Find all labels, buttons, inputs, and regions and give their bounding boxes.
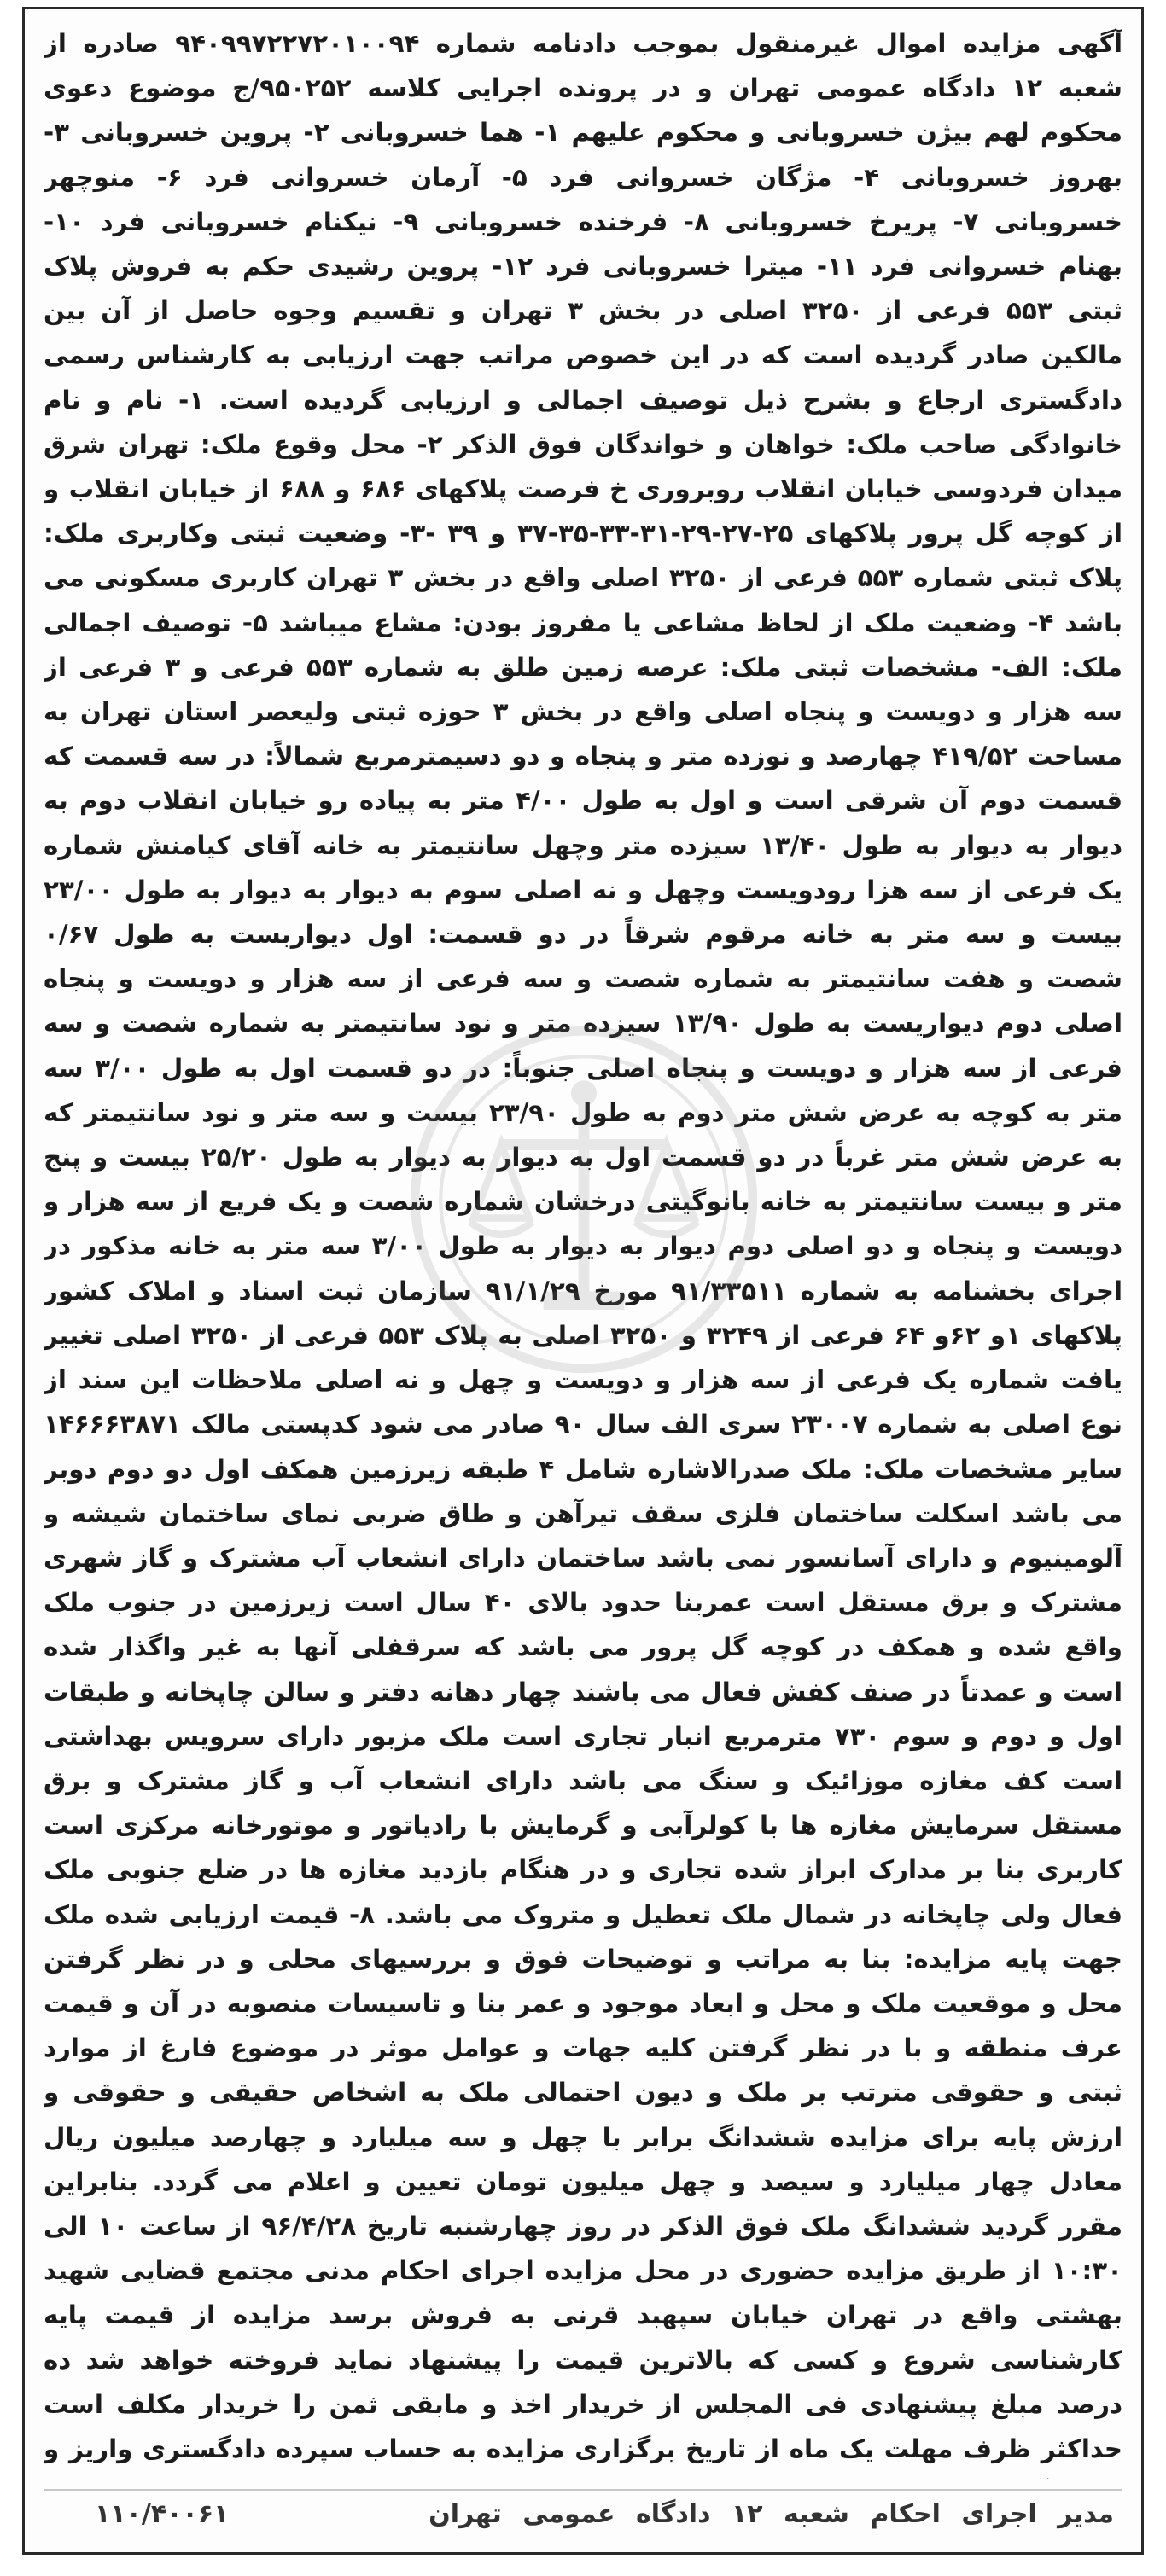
notice-text: آگهی مزایده اموال غیرمنقول بموجب دادنامه شماره ۹۴۰۹۹۷۲۲۷۲۰۱۰۰۹۴ صادره از شعبه ۱۲ دادگاه عمومی تهران و در پرونده اجرایی کلاسه ۹۵۰۲۵۲/ج موضوع دعوی محکوم لهم بیژن خسروبانی و محکوم علیهم ۱- هما خسروبانی ۲- پروین خسروبانی ۳- بهروز خسروبانی ۴- مژگان خسروانی فرد ۵- آرمان خسروانی فرد ۶- منوچهر خسروبانی ۷- پریرخ خسروبانی ۸- فرخنده خسروبانی ۹- نیکنام خسروبانی فرد ۱۰- بهنام خسروانی فرد ۱۱- میترا خسروبانی فرد ۱۲- پروین رشیدی حکم به فروش پلاک ثبتی ۵۵۳ فرعی از ۳۲۵۰ اصلی در بخش ۳ تهران و تقسیم وجوه حاصل از آن بین مالکین صادر گردیده است که در این خصوص مراتب جهت ارزیابی به کارشناس رسمی دادگستری ارجاع و بشرح ذیل توصیف اجمالی و ارزیابی گردیده است. ۱- نام و نام خانوادگی صاحب ملک: خواهان و خواندگان فوق الذکر ۲- محل وقوع ملک: تهران شرق میدان فردوسی خیابان انقلاب روبروری خ فرصت پلاکهای ۶۸۶ و ۶۸۸ از خیابان انقلاب و از کوچه گل پرور پلاکهای ۲۵-۲۷-۲۹-۳۱-۳۳-۳۵-۳۷ و ۳۹ -۳- وضعیت ثبتی وکاربری ملک: پلاک ثبتی شماره ۵۵۳ فرعی از ۳۲۵۰ اصلی واقع در بخش ۳ تهران کاربری مسکونی می باشد ۴- وضعیت ملک از لحاظ مشاعی یا مفروز بودن: مشاع میباشد ۵- توصیف اجمالی ملک: الف- مشخصات ثبتی ملک: عرصه زمین طلق به شماره ۵۵۳ فرعی و ۳ فرعی از سه هزار و دویست و پنجاه اصلی واقع در بخش ۳ حوزه ثبتی ولیعصر استان تهران به مساحت ۴۱۹/۵۲ چهارصد و نوزده متر و پنجاه و دو دسیمترمربع شمالاً: در سه قسمت که قسمت دوم آن شرقی است و اول به طول ۴/۰۰ متر به پیاده رو خیابان انقلاب دوم به دیوار به دیوار به طول ۱۳/۴۰ سیزده متر وچهل سانتیمتر به خانه آقای کیامنش شماره یک فرعی از سه هزا رودویست وچهل و نه اصلی سوم به دیوار به دیوار به طول ۲۳/۰۰ بیست و سه متر به خانه مرقوم شرقاً در دو قسمت: اول دیواربست به طول ۰/۶۷ شصت و هفت سانتیمتر به شماره شصت و سه فرعی از سه هزار و دویست و پنجاه اصلی دوم دیواریست به طول ۱۳/۹۰ سیزده متر و نود سانتیمتر به شماره شصت و سه فرعی از سه هزار و دویست و پنجاه اصلی جنوباً: در دو قسمت اول به طول ۳/۰۰ سه متر به کوچه به عرض شش متر دوم به طول ۲۳/۹۰ بیست و سه متر و نود سانتیمتر که به عرض شش متر غرباً در دو قسمت اول به دیوار به دیوار به طول ۲۵/۲۰ بیست و پنج متر و بیست سانتیمتر به خانه بانوگیتی درخشان شماره شصت و یک فریع از سه هزار و دویست و پنجاه و دو اصلی دوم دیوار به دیوار به طول ۳/۰۰ سه متر به خانه مذکور در اجرای بخشنامه به شماره ۹۱/۳۳۵۱۱ مورخ ۹۱/۱/۲۹ سازمان ثبت اسناد و املاک کشور پلاکهای ۱و ۶۲و ۶۴ فرعی از ۳۲۴۹ و ۳۲۵۰ اصلی به پلاک ۵۵۳ فرعی از ۳۲۵۰ اصلی تغییر یافت شماره یک فرعی از سه هزار و دویست و چهل و نه اصلی ملاحظات این سند از نوع اصلی به شماره ۲۳۰۰۷ سری الف سال ۹۰ صادر می شود کدپستی مالک ۱۴۶۶۶۳۸۷۱ سایر مشخصات ملک: ملک صدرالاشاره شامل ۴ طبقه زیرزمین همکف اول دو دوم دوبر می باشد اسکلت ساختمان فلزی سقف تیرآهن و طاق ضربی نمای ساختمان شیشه و آلومینیوم و دارای آسانسور نمی باشد ساختمان دارای انشعاب آب مشترک و گاز شهری مشترک و برق مستقل است عمربنا حدود بالای ۴۰ سال است زیرزمین در جنوب ملک واقع شده و همکف در کوچه گل پرور می باشد که سرقفلی آنها به غیر واگذار شده است و عمدتاً در صنف کفش فعال می باشند چهار دهانه دفتر و سالن چاپخانه و طبقات اول و دوم و سوم ۷۳۰ مترمربع انبار تجاری است ملک مزبور دارای سرویس بهداشتی است کف مغازه موزائیک و سنگ می باشد دارای انشعاب آب و گاز مشترک و برق مستقل سرمایش مغازه ها با کولرآبی و گرمایش با رادیاتور و موتورخانه مرکزی است کاربری بنا بر مدارک ابراز شده تجاری و در هنگام بازدید مغازه ها در ضلع جنوبی ملک فعال ولی چاپخانه در شمال ملک تعطیل و متروک می باشد. ۸- قیمت ارزیابی شده ملک جهت پایه مزایده: بنا به مراتب و توضیحات فوق و بررسیهای محلی و در نظر گرفتن محل و موقعیت ملک و محل و ابعاد موجود و عمر بنا و تاسیسات منصوبه در آن و قیمت عرف منطقه و با در نظر گرفتن کلیه جهات و عوامل موثر در موضوع فارغ از موارد ثبتی و حقوقی مترتب بر ملک و دیون احتمالی ملک به اشخاص حقیقی و حقوقی و ارزش پایه برای مزایده ششدانگ برابر با چهل و سه میلیارد و چهارصد میلیون ریال معادل چهار میلیارد و سیصد و چهل میلیون تومان تعیین و اعلام می گردد. بنابراین مقرر گردید ششدانگ ملک فوق الذکر در روز چهارشنبه تاریخ ۹۶/۴/۲۸ از ساعت ۱۰ الی ۱۰:۳۰ از طریق مزایده حضوری در محل مزایده اجرای احکام مدنی مجتمع قضایی شهید بهشتی واقع در تهران خیابان سپهبد قرنی به فروش برسد مزایده از قیمت پایه کارشناسی شروع و کسی که بالاترین قیمت را پیشنهاد نماید فروخته خواهد شد ده درصد مبلغ پیشنهادی فی المجلس از خریدار اخذ و مابقی ثمن را خریدار مکلف است حداکثر ظرف مهلت یک ماه از تاریخ برگزاری مزایده به حساب سپرده دادگستری واریز و bbox=[44, 29, 1122, 2463]
notice-code: ۱۱۰/۴۰۰۶۱ bbox=[95, 2498, 230, 2529]
auction-notice bbox=[22, 7, 1144, 2555]
notice-footer bbox=[44, 2489, 1122, 2537]
notice-body bbox=[44, 21, 1122, 2479]
signature-line: مدیر اجرای احکام شعبه ۱۲ دادگاه عمومی تهران bbox=[429, 2498, 1114, 2529]
